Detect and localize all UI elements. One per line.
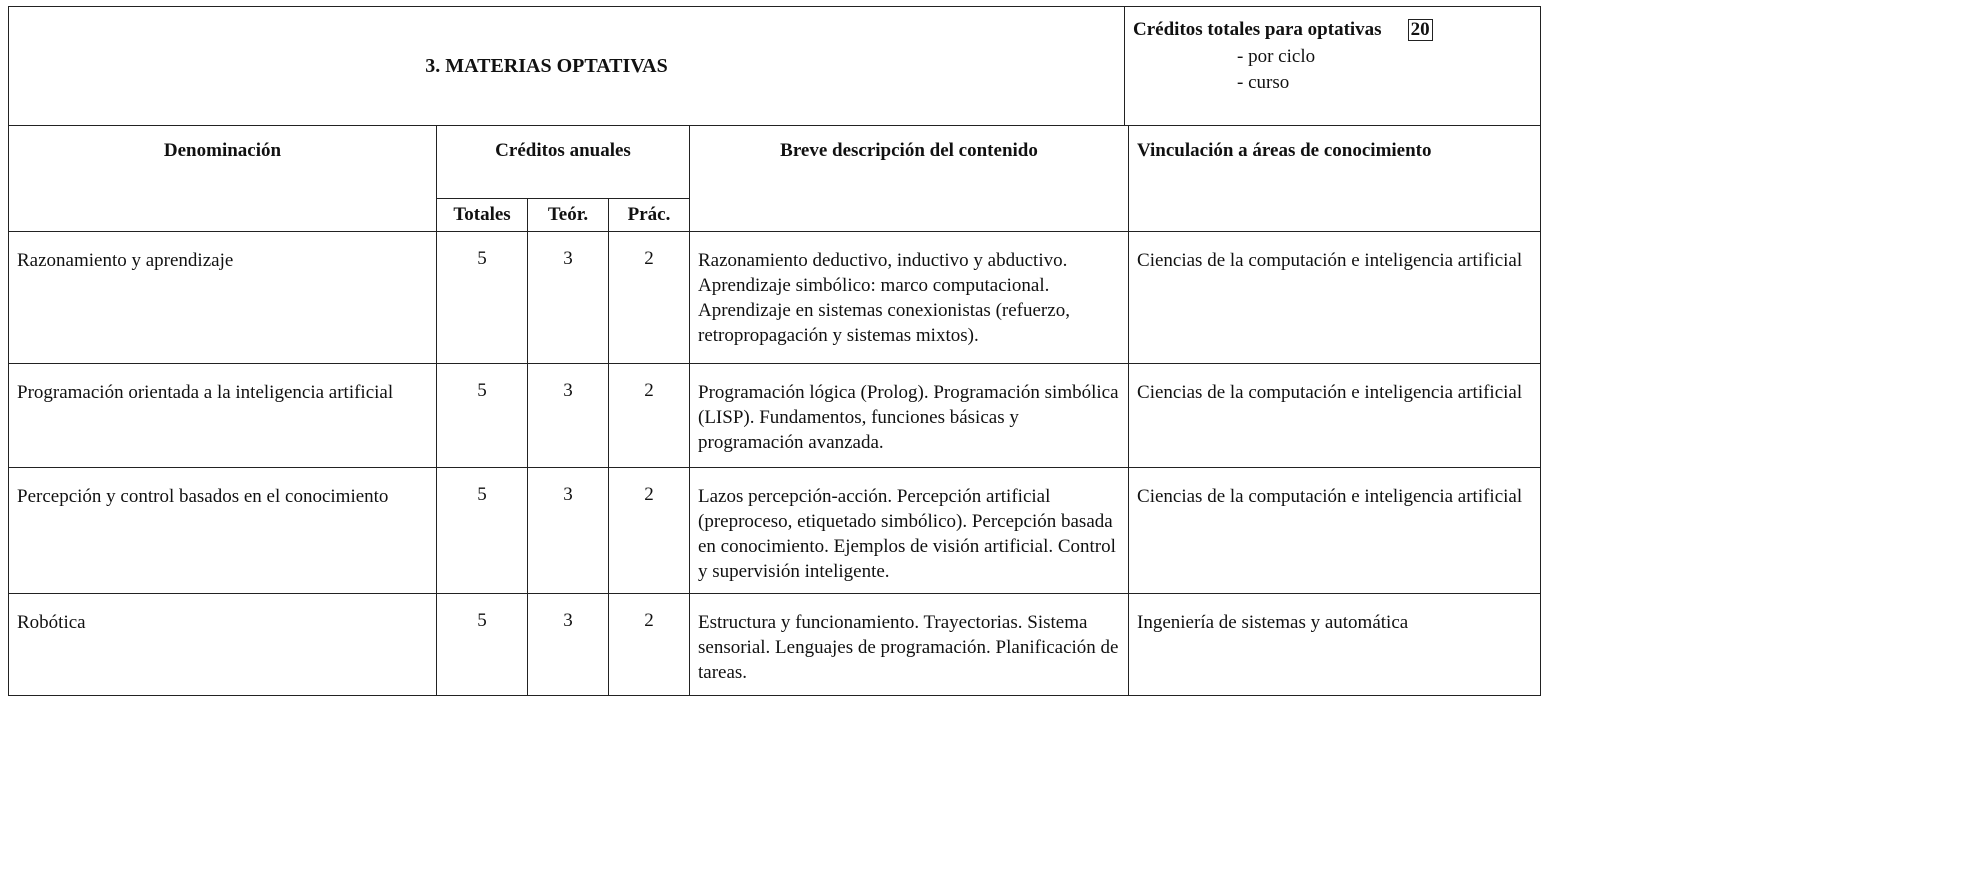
credits-prac: 2 [609, 594, 690, 696]
subject-description: Razonamiento deductivo, inductivo y abductivo. Aprendizaje simbólico: marco computacional. Aprendizaje en sistemas conexionistas (refuerzo, retropropagación y sistemas mixtos). [690, 232, 1129, 364]
col-denominacion: Denominación [9, 126, 437, 232]
credits-totales: 5 [437, 594, 528, 696]
credits-totales: 5 [437, 232, 528, 364]
subject-name: Razonamiento y aprendizaje [9, 232, 437, 364]
subject-name: Robótica [9, 594, 437, 696]
subject-name: Percepción y control basados en el conocimiento [9, 468, 437, 594]
header-row [9, 7, 1541, 126]
credits-label: Créditos totales para optativas [1133, 19, 1382, 40]
section-title: 3. MATERIAS OPTATIVAS [9, 7, 1125, 126]
por-ciclo-label: - por ciclo [1237, 46, 1316, 67]
credits-totales: 5 [437, 364, 528, 468]
col-teor: Teór. [528, 199, 609, 232]
credits-teor: 3 [528, 364, 609, 468]
credits-prac: 2 [609, 364, 690, 468]
subject-description: Estructura y funcionamiento. Trayectorias. Sistema sensorial. Lenguajes de programación. Planificación de tareas. [690, 594, 1129, 696]
subject-description: Lazos percepción-acción. Percepción artificial (preproceso, etiquetado simbólico). Percepción basada en conocimiento. Ejemplos de visión artificial. Control y supervisión inteligente. [690, 468, 1129, 594]
table-row [9, 594, 1541, 696]
col-totales: Totales [437, 199, 528, 232]
column-header-row [9, 126, 1541, 199]
optativas-document [8, 6, 1540, 692]
col-prac: Prác. [609, 199, 690, 232]
table-row [9, 468, 1541, 594]
credits-box [1125, 7, 1541, 126]
col-creditos-anuales: Créditos anuales [437, 126, 690, 199]
subject-area: Ciencias de la computación e inteligencia artificial [1129, 468, 1541, 594]
credits-value: 20 [1408, 19, 1433, 41]
subject-description: Programación lógica (Prolog). Programación simbólica (LISP). Fundamentos, funciones básicas y programación avanzada. [690, 364, 1129, 468]
credits-prac: 2 [609, 232, 690, 364]
credits-teor: 3 [528, 594, 609, 696]
col-vinculacion: Vinculación a áreas de conocimiento [1129, 126, 1541, 232]
table-row [9, 232, 1541, 364]
credits-prac: 2 [609, 468, 690, 594]
credits-totales: 5 [437, 468, 528, 594]
col-descripcion: Breve descripción del contenido [690, 126, 1129, 232]
credits-teor: 3 [528, 232, 609, 364]
subject-name: Programación orientada a la inteligencia artificial [9, 364, 437, 468]
subject-area: Ciencias de la computación e inteligencia artificial [1129, 364, 1541, 468]
table-row [9, 364, 1541, 468]
subject-area: Ingeniería de sistemas y automática [1129, 594, 1541, 696]
subject-area: Ciencias de la computación e inteligencia artificial [1129, 232, 1541, 364]
curso-label: - curso [1237, 72, 1290, 93]
credits-teor: 3 [528, 468, 609, 594]
optativas-table [8, 6, 1541, 696]
